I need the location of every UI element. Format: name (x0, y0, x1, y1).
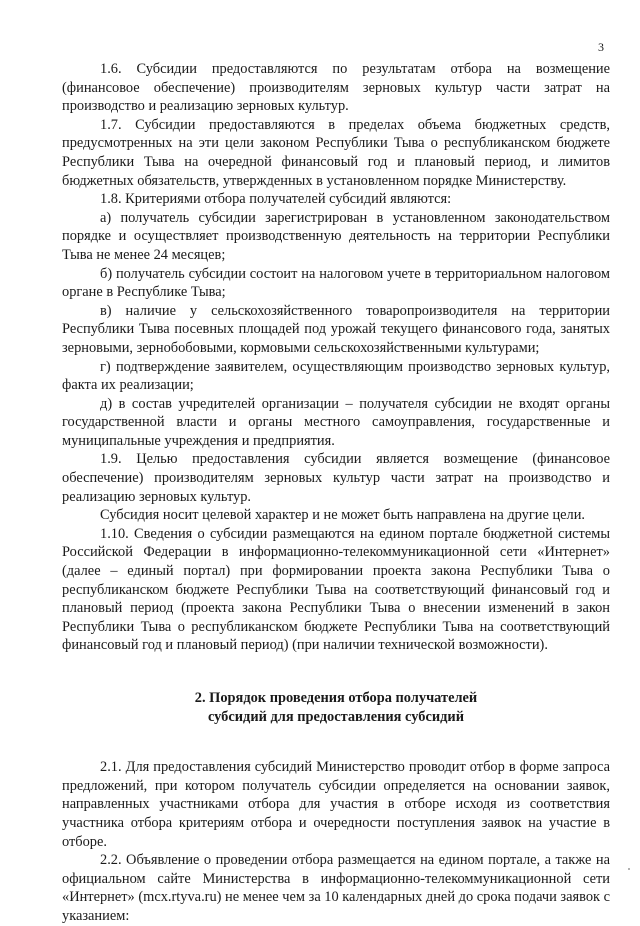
criterion-g: г) подтверждение заявителем, осуществляющим производство зерновых культур, факта их реализации; (62, 358, 610, 394)
criterion-v: в) наличие у сельскохозяйственного товаропроизводителя на территории Республики Тыва посевных площадей под урожай текущего финансового года, занятых зерновыми, зернобобовыми, кормовыми сельскохозяйственными культурами; (62, 302, 610, 356)
paragraph-2-2: 2.2. Объявление о проведении отбора размещается на едином портале, а также на официальном сайте Министерства в информационно-телекоммуникационной сети «Интернет» (mcx.rtyva.ru) не менее чем за 10 календарных дней до срока подачи заявок с указанием: (62, 852, 610, 924)
section-2-heading-line-1: 2. Порядок проведения отбора получателей (194, 690, 478, 706)
paragraph-1-9: 1.9. Целью предоставления субсидии является возмещение (финансовое обеспечение) производителям зерновых культур части затрат на производство и реализацию зерновых культур. (62, 451, 610, 505)
section-2-heading (62, 689, 610, 726)
paragraph-1-7: 1.7. Субсидии предоставляются в пределах объема бюджетных средств, предусмотренных на эти цели законом Республики Тыва о республиканском бюджете Республики Тыва на очередной финансовый год и плановый период, и лимитов бюджетных обязательств, утвержденных в установленном порядке Министерству. (62, 116, 610, 189)
criterion-d: д) в состав учредителей организации – получателя субсидии не входят органы государственной власти и органы местного самоуправления, государственные и муниципальные учреждения и предприятия. (62, 395, 610, 449)
section-2-heading-line-2: субсидий для предоставления субсидий (207, 708, 465, 725)
document-body (62, 60, 610, 926)
paragraph-1-10: 1.10. Сведения о субсидии размещаются на едином портале бюджетной системы Российской Федерации в информационно-телекоммуникационной сети «Интернет» (далее – единый портал) при формировании проекта закона Республики Тыва о республиканском бюджете Республики Тыва на соответствующий финансовый год и плановый период (проекта закона Республики Тыва о внесении изменений в закон Республики Тыва о республиканском бюджете Республики Тыва на соответствующий финансовый год и плановый период) (при наличии технической возможности). (62, 525, 610, 654)
paragraph-2-1: 2.1. Для предоставления субсидий Министерство проводит отбор в форме запроса предложений, при котором получатель субсидии определяется на основании заявок, направленных участниками отбора для участия в отборе исходя из соответствия участника отбора критериям отбора и очередности поступления заявок на участие в отборе. (62, 759, 610, 850)
paragraph-1-6: 1.6. Субсидии предоставляются по результатам отбора на возмещение (финансовое обеспечение) производителям зерновых культур части затрат на производство и реализацию зерновых культур. (62, 61, 610, 115)
scan-artifact-dot (628, 868, 630, 870)
page-number: 3 (598, 40, 604, 54)
paragraph-1-8: 1.8. Критериями отбора получателей субсидий являются: (100, 191, 452, 208)
paragraph-purpose-note: Субсидия носит целевой характер и не может быть направлена на другие цели. (100, 507, 586, 524)
criterion-b: б) получатель субсидии состоит на налоговом учете в территориальном налоговом органе в Республике Тыва; (62, 265, 610, 301)
criterion-a: а) получатель субсидии зарегистрирован в установленном законодательством порядке и осуществляет производственную деятельность на территории Республики Тыва не менее 24 месяцев; (62, 209, 610, 263)
